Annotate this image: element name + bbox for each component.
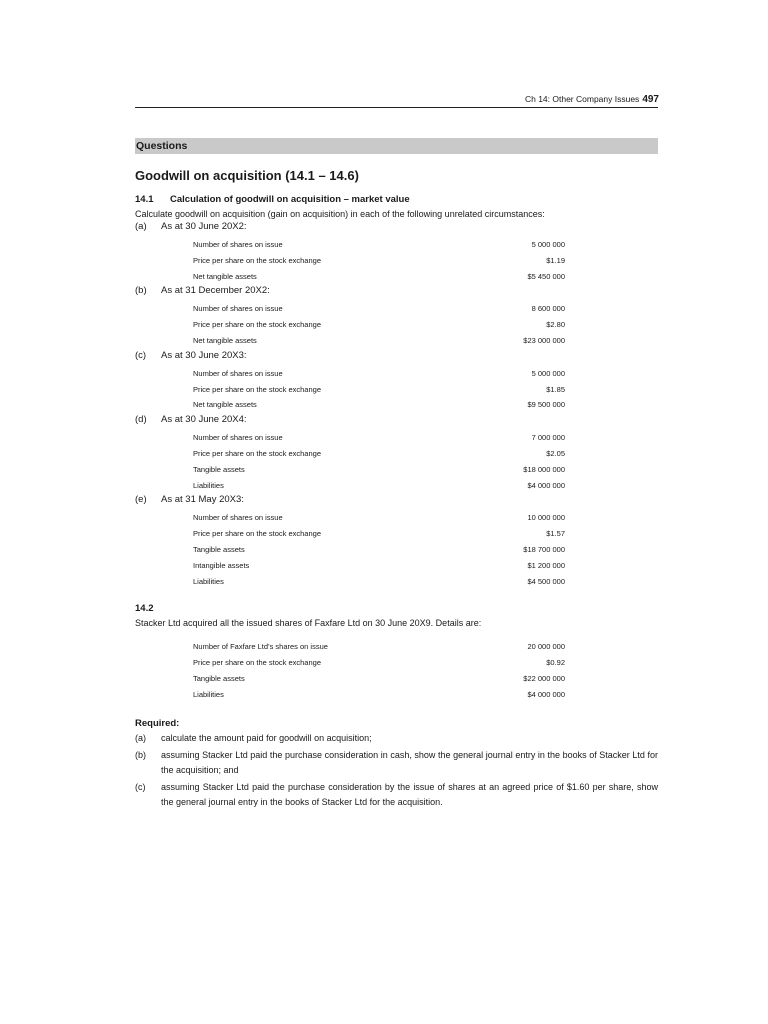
header-rule [135, 107, 658, 108]
table-row [135, 687, 658, 703]
row-label: Number of shares on issue [193, 240, 283, 249]
row-value: $4 000 000 [527, 689, 565, 699]
row-label: Price per share on the stock exchange [193, 658, 321, 668]
questions-content [135, 194, 658, 812]
row-label: Price per share on the stock exchange [193, 529, 321, 539]
table-row [135, 574, 658, 590]
question-intro: Stacker Ltd acquired all the issued shares of Faxfare Ltd on 30 June 20X9. Details are: [135, 618, 482, 629]
required-text: assuming Stacker Ltd paid the purchase consideration by the issue of shares at an agreed price of $1.60 per share, show the general journal entry in the books of Stacker Ltd for the acquisition. [161, 781, 658, 807]
row-value: $18 000 000 [523, 464, 565, 474]
row-value: $1 200 000 [527, 560, 565, 570]
question-heading [135, 194, 658, 208]
row-value: $2.05 [546, 448, 565, 458]
row-label: Liabilities [193, 689, 224, 699]
table-row [135, 333, 658, 349]
required-item [135, 780, 658, 810]
case-heading [135, 221, 658, 237]
row-label: Number of shares on issue [193, 433, 283, 443]
row-label: Number of shares on issue [193, 368, 283, 378]
row-label: Liabilities [193, 480, 224, 490]
row-value: $23 000 000 [523, 335, 565, 345]
required-heading: Required: [135, 717, 180, 729]
table-row [135, 478, 658, 494]
case-block [135, 414, 658, 493]
case-block [135, 285, 658, 348]
case-date: As at 30 June 20X4: [161, 414, 247, 426]
row-label: Number of shares on issue [193, 304, 283, 314]
table-row [135, 542, 658, 558]
table-row [135, 526, 658, 542]
case-letter: (c) [135, 349, 147, 361]
row-value: $1.85 [546, 384, 565, 394]
required-letter: (c) [135, 781, 146, 792]
row-value: $18 700 000 [523, 544, 565, 554]
required-letter: (a) [135, 732, 146, 743]
row-value: $9 500 000 [527, 400, 565, 410]
row-label: Price per share on the stock exchange [193, 384, 321, 394]
table-row [135, 558, 658, 574]
row-value: 5 000 000 [531, 240, 565, 249]
row-value: $4 000 000 [527, 480, 565, 490]
row-label: Tangible assets [193, 673, 245, 683]
table-row [135, 510, 658, 526]
case-date: As at 31 December 20X2: [161, 285, 270, 297]
question-intro: Calculate goodwill on acquisition (gain on acquisition) in each of the following unrelated circumstances: [135, 209, 545, 219]
required-text: assuming Stacker Ltd paid the purchase consideration in cash, show the general journal entry in the books of Stacker Ltd for the acquisition; and [161, 749, 658, 775]
table-row [135, 639, 658, 655]
table-row [135, 382, 658, 398]
table-row [135, 655, 658, 671]
required-item [135, 731, 658, 746]
row-label: Net tangible assets [193, 335, 257, 345]
case-date: As at 31 May 20X3: [161, 494, 244, 506]
required-list [135, 731, 658, 810]
table-row [135, 671, 658, 687]
row-value: 5 000 000 [531, 368, 565, 378]
row-label: Number of shares on issue [193, 513, 283, 523]
row-label: Net tangible assets [193, 400, 257, 410]
table-row [135, 253, 658, 269]
case-heading [135, 414, 658, 430]
row-label: Price per share on the stock exchange [193, 448, 321, 458]
question-heading [135, 603, 658, 617]
required-item [135, 748, 658, 778]
case-heading [135, 350, 658, 366]
table-row [135, 430, 658, 446]
row-value: $1.19 [546, 255, 565, 265]
case-letter: (a) [135, 221, 147, 232]
row-value: $5 450 000 [527, 271, 565, 281]
running-header [135, 92, 659, 107]
row-label: Number of Faxfare Ltd’s shares on issue [193, 642, 328, 652]
questions-label: Questions [136, 140, 188, 152]
section-title: Goodwill on acquisition (14.1 – 14.6) [135, 168, 359, 183]
required-text: calculate the amount paid for goodwill on acquisition; [161, 732, 372, 743]
row-value: $2.80 [546, 320, 565, 330]
table-row [135, 462, 658, 478]
case-list [135, 221, 658, 589]
row-value: 10 000 000 [527, 513, 565, 523]
row-label: Tangible assets [193, 464, 245, 474]
question-title: Calculation of goodwill on acquisition – market value [170, 194, 410, 205]
row-label: Price per share on the stock exchange [193, 255, 321, 265]
row-value: 20 000 000 [527, 642, 565, 652]
question-number: 14.1 [135, 194, 154, 205]
table-row [135, 366, 658, 382]
case-letter: (e) [135, 494, 147, 506]
row-label: Intangible assets [193, 560, 250, 570]
details-table [135, 639, 658, 702]
case-date: As at 30 June 20X2: [161, 221, 247, 232]
question-number: 14.2 [135, 603, 154, 615]
required-letter: (b) [135, 749, 146, 760]
running-title: Ch 14: Other Company Issues [524, 94, 640, 104]
row-value: $22 000 000 [523, 673, 565, 683]
table-row [135, 237, 658, 253]
table-row [135, 397, 658, 413]
table-row [135, 269, 658, 285]
row-label: Tangible assets [193, 544, 245, 554]
row-value: $4 500 000 [527, 576, 565, 586]
table-row [135, 301, 658, 317]
row-label: Net tangible assets [193, 271, 257, 281]
row-label: Price per share on the stock exchange [193, 320, 321, 330]
case-heading [135, 285, 658, 301]
case-block [135, 221, 658, 284]
row-value: $1.57 [546, 529, 565, 539]
case-letter: (d) [135, 414, 147, 426]
case-block [135, 494, 658, 589]
table-row [135, 446, 658, 462]
row-value: 8 600 000 [531, 304, 565, 314]
case-block [135, 350, 658, 413]
row-label: Liabilities [193, 576, 224, 586]
row-value: 7 000 000 [531, 433, 565, 443]
page-number: 497 [642, 94, 659, 105]
case-letter: (b) [135, 285, 147, 297]
case-date: As at 30 June 20X3: [161, 349, 247, 361]
row-value: $0.92 [546, 658, 565, 668]
table-row [135, 317, 658, 333]
questions-banner [135, 138, 658, 154]
case-heading [135, 494, 658, 510]
